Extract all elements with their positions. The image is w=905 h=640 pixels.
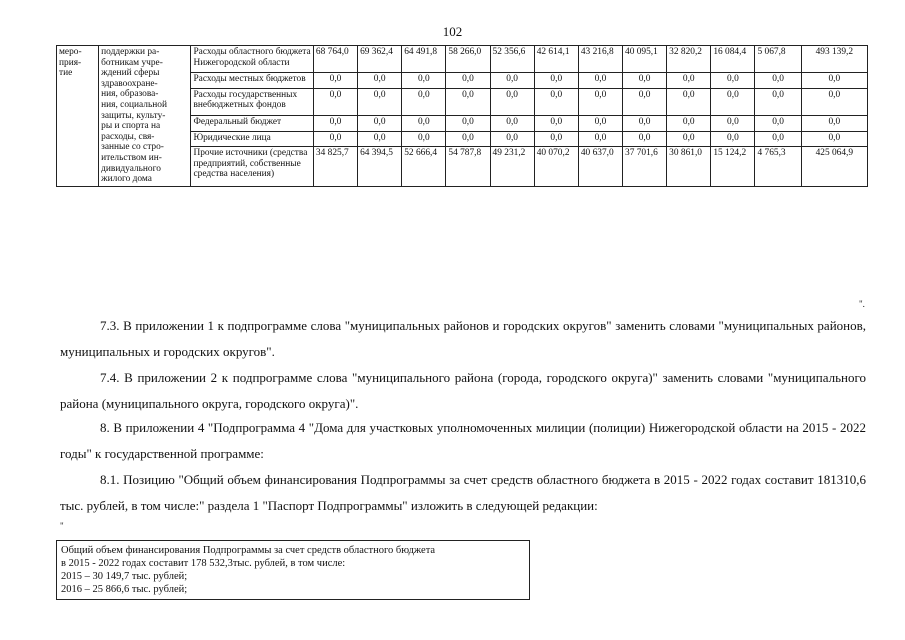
- value-cell: 0,0: [578, 131, 622, 146]
- opening-quote: ": [60, 521, 64, 531]
- total-cell: 493 139,2: [801, 46, 867, 73]
- desc-line: занные со стро-: [101, 142, 164, 153]
- value-cell: 0,0: [623, 88, 667, 115]
- value-cell: 16 084,4: [711, 46, 755, 73]
- value-cell: 42 614,1: [534, 46, 578, 73]
- value-cell: 0,0: [490, 73, 534, 88]
- paragraph-8-1: 8.1. Позицию "Общий объем финансирования Подпрограммы за счет средств областного бюджета в 2015 - 2022 годах составит 181310,6 тыс. рублей, в том числе:" раздела 1 "Паспорт Подпрограммы" изложить в следующей редакции:: [60, 472, 866, 513]
- desc-line: защиты, культу-: [101, 110, 166, 121]
- value-cell: 0,0: [711, 116, 755, 131]
- value-cell: 34 825,7: [313, 147, 357, 187]
- value-cell: 64 394,5: [358, 147, 402, 187]
- value-cell: 0,0: [578, 116, 622, 131]
- value-cell: 0,0: [711, 131, 755, 146]
- desc-line: ния, социальной: [101, 99, 167, 110]
- value-cell: 0,0: [402, 73, 446, 88]
- value-cell: 0,0: [446, 88, 490, 115]
- value-cell: 5 067,8: [755, 46, 801, 73]
- value-cell: 0,0: [578, 73, 622, 88]
- value-cell: 68 764,0: [313, 46, 357, 73]
- box-line: 2016 – 25 866,6 тыс. рублей;: [61, 584, 188, 595]
- box-line: в 2015 - 2022 годах составит 178 532,3тыс. рублей, в том числе:: [61, 558, 346, 569]
- value-cell: 0,0: [711, 73, 755, 88]
- value-cell: 0,0: [623, 116, 667, 131]
- desc-line: ры и спорта на: [101, 121, 161, 132]
- value-cell: 69 362,4: [358, 46, 402, 73]
- funding-source-cell: Расходы местных бюджетов: [191, 73, 313, 88]
- value-cell: 0,0: [446, 116, 490, 131]
- box-line: 2015 – 30 149,7 тыс. рублей;: [61, 571, 188, 582]
- value-cell: 0,0: [402, 116, 446, 131]
- value-cell: 0,0: [755, 88, 801, 115]
- table-row: [57, 46, 868, 73]
- value-cell: 0,0: [313, 116, 357, 131]
- value-cell: 0,0: [446, 73, 490, 88]
- value-cell: 43 216,8: [578, 46, 622, 73]
- funding-source-cell: Расходы областного бюджета Нижегородской области: [191, 46, 313, 73]
- value-cell: 0,0: [446, 131, 490, 146]
- value-cell: 52 666,4: [402, 147, 446, 187]
- value-cell: 37 701,6: [623, 147, 667, 187]
- value-cell: 0,0: [358, 73, 402, 88]
- paragraph-7-4: 7.4. В приложении 2 к подпрограмме слова "муниципального района (города, городского округа)" заменить словами "муниципального района (муниципального округа, городского округа)".: [60, 370, 866, 411]
- event-type-line: тие: [59, 68, 73, 79]
- value-cell: 0,0: [490, 131, 534, 146]
- event-type-line: меро-: [59, 47, 82, 57]
- value-cell: 32 820,2: [667, 46, 711, 73]
- value-cell: 0,0: [755, 131, 801, 146]
- value-cell: 40 637,0: [578, 147, 622, 187]
- value-cell: 0,0: [313, 73, 357, 88]
- value-cell: 0,0: [667, 73, 711, 88]
- event-type-cell: [57, 46, 99, 187]
- desc-line: ния, образова-: [101, 89, 159, 100]
- value-cell: 4 765,3: [755, 147, 801, 187]
- paragraph-7-3: 7.3. В приложении 1 к подпрограмме слова "муниципальных районов и городских округов" заменить словами "муниципальных районов, муниципальных и городских округов".: [60, 318, 866, 359]
- desc-line: ждений сферы: [101, 68, 160, 79]
- desc-line: ительством ин-: [101, 152, 162, 163]
- total-cell: 0,0: [801, 73, 867, 88]
- value-cell: 0,0: [402, 131, 446, 146]
- desc-line: здравоохране-: [101, 78, 158, 89]
- value-cell: 0,0: [711, 88, 755, 115]
- value-cell: 15 124,2: [711, 147, 755, 187]
- value-cell: 0,0: [623, 73, 667, 88]
- value-cell: 0,0: [490, 116, 534, 131]
- value-cell: 64 491,8: [402, 46, 446, 73]
- page-number: 102: [442, 24, 463, 39]
- value-cell: 0,0: [534, 88, 578, 115]
- value-cell: 0,0: [534, 73, 578, 88]
- value-cell: 0,0: [490, 88, 534, 115]
- funding-source-cell: Юридические лица: [191, 131, 313, 146]
- total-cell: 0,0: [801, 88, 867, 115]
- value-cell: 58 266,0: [446, 46, 490, 73]
- value-cell: 0,0: [313, 88, 357, 115]
- value-cell: 49 231,2: [490, 147, 534, 187]
- funding-source-cell: Расходы государственных внебюджетных фондов: [191, 88, 313, 115]
- total-cell: 0,0: [801, 116, 867, 131]
- value-cell: 54 787,8: [446, 147, 490, 187]
- value-cell: 0,0: [358, 88, 402, 115]
- box-line: Общий объем финансирования Подпрограммы за счет средств областного бюджета: [61, 545, 436, 556]
- value-cell: 0,0: [534, 131, 578, 146]
- financing-table: [56, 45, 868, 187]
- desc-line: ботникам учре-: [101, 57, 163, 68]
- value-cell: 40 070,2: [534, 147, 578, 187]
- value-cell: 40 095,1: [623, 46, 667, 73]
- event-description-cell: [99, 46, 191, 187]
- desc-line: жилого дома: [101, 174, 152, 185]
- value-cell: 52 356,6: [490, 46, 534, 73]
- value-cell: 0,0: [402, 88, 446, 115]
- closing-quote: ".: [859, 299, 865, 309]
- value-cell: 0,0: [534, 116, 578, 131]
- value-cell: 0,0: [667, 116, 711, 131]
- funding-source-cell: Федеральный бюджет: [191, 116, 313, 131]
- value-cell: 0,0: [313, 131, 357, 146]
- value-cell: 0,0: [755, 116, 801, 131]
- value-cell: 0,0: [358, 116, 402, 131]
- value-cell: 0,0: [667, 88, 711, 115]
- total-cell: 0,0: [801, 131, 867, 146]
- desc-line: поддержки ра-: [101, 47, 160, 57]
- value-cell: 0,0: [578, 88, 622, 115]
- value-cell: 0,0: [667, 131, 711, 146]
- value-cell: 0,0: [358, 131, 402, 146]
- funding-summary-box: [56, 540, 530, 600]
- desc-line: дивидуального: [101, 163, 161, 174]
- desc-line: расходы, свя-: [101, 131, 155, 142]
- value-cell: 30 861,0: [667, 147, 711, 187]
- total-cell: 425 064,9: [801, 147, 867, 187]
- value-cell: 0,0: [755, 73, 801, 88]
- funding-source-cell: Прочие источники (средства предприятий, собственные средства населения): [191, 147, 313, 187]
- value-cell: 0,0: [623, 131, 667, 146]
- event-type-line: прия-: [59, 57, 82, 68]
- paragraph-8: 8. В приложении 4 "Подпрограмма 4 "Дома для участковых уполномоченных милиции (полиции) Нижегородской области на 2015 - 2022 годы" к государственной программе:: [60, 420, 866, 461]
